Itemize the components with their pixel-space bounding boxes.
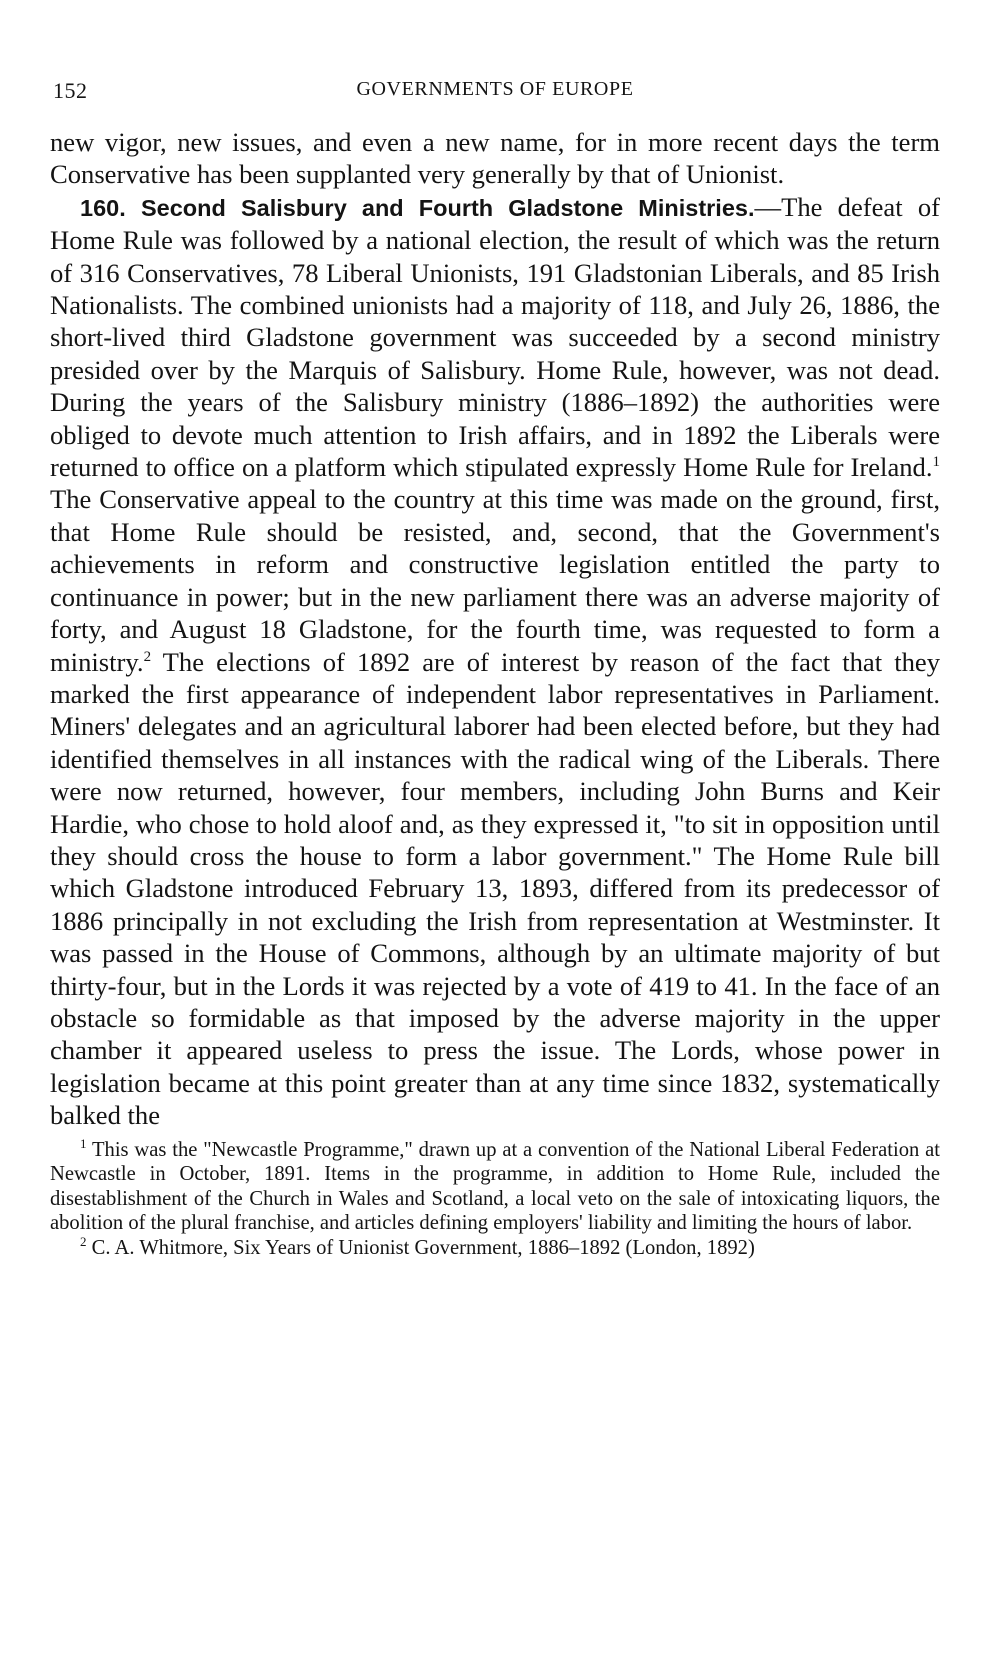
section-160-paragraph — [50, 191, 940, 1132]
footnote-2-mark: 2 — [80, 1234, 87, 1250]
footnote-1 — [50, 1135, 940, 1236]
footnote-2 — [50, 1236, 940, 1261]
section-number: 160. — [80, 194, 126, 221]
footnote-ref-2: 2 — [143, 648, 152, 665]
footnote-2-text: C. A. Whitmore, Six Years of Unionist Government, 1886–1892 (London, 1892) — [91, 1236, 755, 1259]
running-head — [50, 72, 940, 112]
footnote-1-mark: 1 — [80, 1135, 87, 1151]
running-title: GOVERNMENTS OF EUROPE — [356, 78, 634, 100]
section-heading: Second Salisbury and Fourth Gladstone Ministries. — [140, 194, 755, 221]
paragraph-2-text-a: —The defeat of Home Rule was followed by a national election, the result of which was the return of 316 Conservatives, 78 Liberal Unionists, 191 Gladstonian Liberals, and 85 Irish Nationalists. The combined unionists had a majority of 118, and July 26, 1886, the short-lived third Gladstone government was succeeded by a second ministry presided over by the Marquis of Salisbury. Home Rule, however, was not dead. During the years of the Salisbury ministry (1886–1892) the authorities were obliged to devote much attention to Irish affairs, and in 1892 the Liberals were returned to office on a platform which stipulated expressly Home Rule for Ireland. — [50, 191, 940, 483]
footnotes — [50, 1135, 940, 1261]
footnote-1-text: This was the "Newcastle Programme," drawn up at a convention of the National Liberal Federation at Newcastle in October, 1891. Items in the programme, in addition to Home Rule, included the disestablishment of the Church in Wales and Scotland, a local veto on the sale of intoxicating liquors, the abolition of the plural franchise, and articles defining employers' liability and limiting the hours of labor. — [50, 1138, 940, 1235]
book-page — [50, 72, 940, 1261]
page-number: 152 — [53, 78, 88, 103]
body-text — [50, 126, 940, 1132]
footnote-ref-1: 1 — [932, 454, 940, 471]
paragraph-2-text-c: The elections of 1892 are of interest by reason of the fact that they marked the first appearance of independent labor representatives in Parliament. Miners' delegates and an agricultural laborer had been elected before, but they had identified themselves in all instances with the radical wing of the Liberals. There were now returned, however, four members, including John Burns and Keir Hardie, who chose to hold aloof and, as they expressed it, "to sit in opposition until they should cross the house to form a labor government." The Home Rule bill which Gladstone introduced February 13, 1893, differed from its predecessor of 1886 principally in not excluding the Irish from representation at Westminster. It was passed in the House of Commons, although by an ultimate majority of but thirty-four, but in the Lords it was rejected by a vote of 419 to 41. In the face of an obstacle so formidable as that imposed by the adverse majority in the upper chamber it appeared useless to press the issue. The Lords, whose power in legislation became at this point greater than at any time since 1832, systematically balked the — [50, 646, 940, 1131]
paragraph-2-text-b: The Conservative appeal to the country at this time was made on the ground, first, that Home Rule should be resisted, and, second, that the Government's achievements in reform and constructive legislation entitled the party to continuance in power; but in the new parliament there was an adverse majority of forty, and August 18 Gladstone, for the fourth time, was requested to form a ministry. — [50, 484, 940, 677]
paragraph-continuation — [50, 126, 940, 191]
paragraph-1-text: new vigor, new issues, and even a new name, for in more recent days the term Conservative has been supplanted very generally by that of Unionist. — [50, 127, 940, 190]
